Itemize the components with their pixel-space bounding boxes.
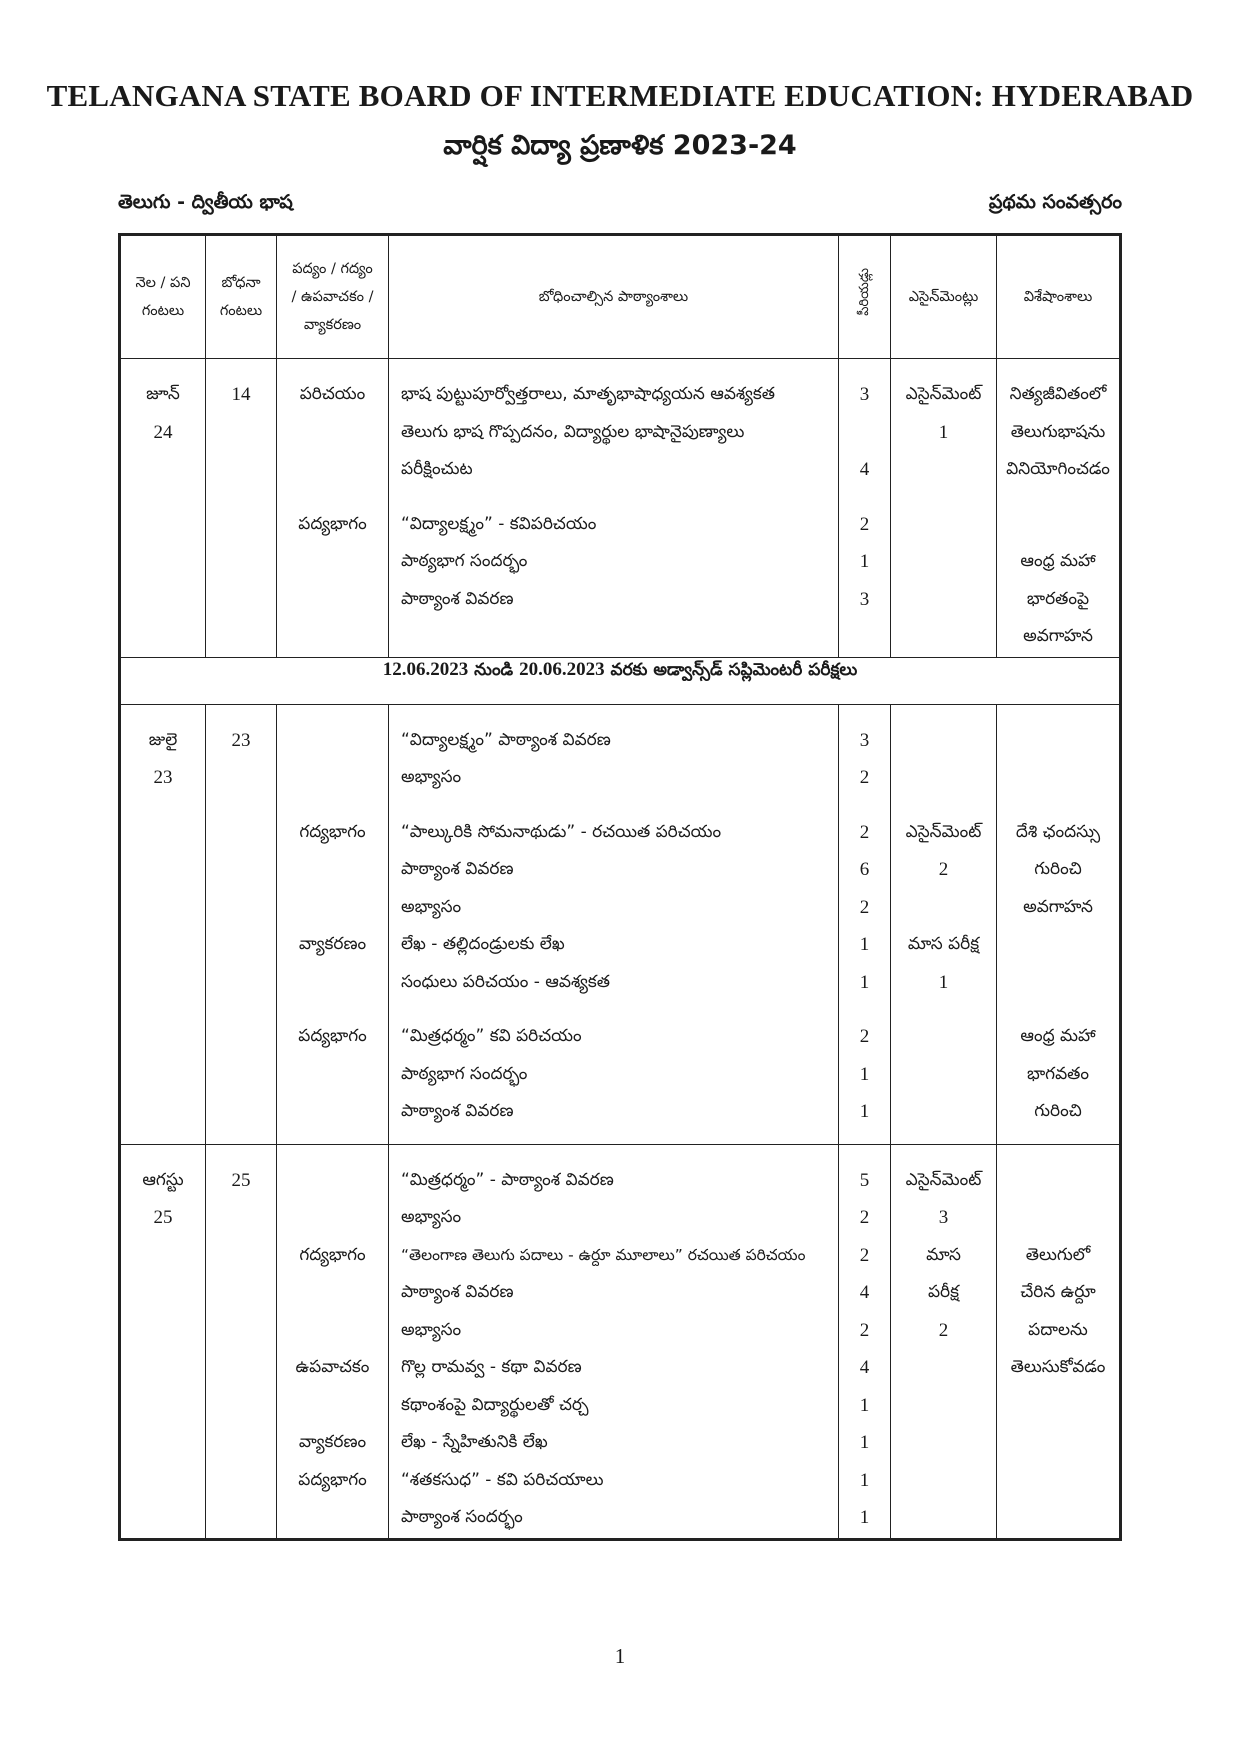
periods-cell: 5 2 2 4 2 4 1 1 1 1 bbox=[839, 1144, 891, 1539]
header-periods: పీరియడ్లు bbox=[839, 235, 891, 359]
header-assignments: ఎసైన్‌మెంట్లు bbox=[891, 235, 997, 359]
special-cell: తెలుగులో చేరిన ఉర్దూ పదాలను తెలుసుకోవడం bbox=[997, 1144, 1121, 1539]
header-row bbox=[120, 235, 1121, 359]
category-cell: పరిచయం పద్యభాగం bbox=[277, 359, 389, 658]
topics-cell: భాష పుట్టుపూర్వోత్తరాలు, మాతృభాషాధ్యయన ఆవశ్యకత తెలుగు భాష గొప్పదనం, విద్యార్థుల భాషానైపుణ్యాలు పరీక్షించుట “విద్యాలక్ష్మం” - కవిపరిచయం పాఠ్యభాగ సందర్భం పాఠ్యాంశ వివరణ bbox=[389, 359, 839, 658]
header-month: నెల / పని గంటలు bbox=[120, 235, 206, 359]
category-cell: గద్యభాగం ఉపవాచకం వ్యాకరణం పద్యభాగం bbox=[277, 1144, 389, 1539]
topics-cell: “మిత్రధర్మం” - పాఠ్యాంశ వివరణ అభ్యాసం “తెలంగాణ తెలుగు పదాలు - ఉర్దూ మూలాలు” రచయిత పరిచయం పాఠ్యాంశ వివరణ అభ్యాసం గొల్ల రామవ్వ - కథా వివరణ కథాంశంపై విద్యార్థులతో చర్చ లేఖ - స్నేహితునికి లేఖ “శతకసుధ” - కవి పరిచయాలు పాఠ్యాంశ సందర్భం bbox=[389, 1144, 839, 1539]
year-label: ప్రథమ సంవత్సరం bbox=[988, 191, 1122, 213]
exam-note: 12.06.2023 నుండి 20.06.2023 వరకు అడ్వాన్స్‌డ్ సప్లిమెంటరీ పరీక్షలు bbox=[120, 657, 1121, 704]
header-category: పద్యం / గద్యం / ఉపవాచకం / వ్యాకరణం bbox=[277, 235, 389, 359]
annual-plan-table bbox=[118, 233, 1122, 1541]
header-special: విశేషాంశాలు bbox=[997, 235, 1121, 359]
subject-label: తెలుగు - ద్వితీయ భాష bbox=[118, 191, 293, 213]
plan-subtitle: వార్షిక విద్యా ప్రణాళిక 2023-24 bbox=[443, 130, 797, 161]
table-row-june bbox=[120, 359, 1121, 658]
header-topics: బోధించాల్సిన పాఠ్యాంశాలు bbox=[389, 235, 839, 359]
teaching-hours-cell: 23 bbox=[206, 704, 277, 1144]
assignments-cell: ఎసైన్‌మెంట్ 1 bbox=[891, 359, 997, 658]
teaching-hours-cell: 14 bbox=[206, 359, 277, 658]
table-row-august bbox=[120, 1144, 1121, 1539]
periods-cell: 3 4 2 1 3 bbox=[839, 359, 891, 658]
special-cell: దేశి ఛందస్సు గురించి అవగాహన ఆంధ్ర మహా భాగవతం గురించి bbox=[997, 704, 1121, 1144]
periods-cell: 3 2 2 6 2 1 1 2 1 1 bbox=[839, 704, 891, 1144]
teaching-hours-cell: 25 bbox=[206, 1144, 277, 1539]
table-row-july bbox=[120, 704, 1121, 1144]
board-title: TELANGANA STATE BOARD OF INTERMEDIATE EDUCATION: HYDERABAD bbox=[46, 78, 1194, 113]
page-number: 1 bbox=[614, 1644, 626, 1668]
month-cell: జులై 23 bbox=[120, 704, 206, 1144]
assignments-cell: ఎసైన్‌మెంట్ 2 మాస పరీక్ష 1 bbox=[891, 704, 997, 1144]
month-cell: ఆగస్టు 25 bbox=[120, 1144, 206, 1539]
header-teaching-hours: బోధనా గంటలు bbox=[206, 235, 277, 359]
category-cell: గద్యభాగం వ్యాకరణం పద్యభాగం bbox=[277, 704, 389, 1144]
month-cell: జూన్ 24 bbox=[120, 359, 206, 658]
special-cell: నిత్యజీవితంలో తెలుగుభాషను వినియోగించడం ఆంధ్ర మహా భారతంపై అవగాహన bbox=[997, 359, 1121, 658]
assignments-cell: ఎసైన్‌మెంట్ 3 మాస పరీక్ష 2 bbox=[891, 1144, 997, 1539]
exam-note-row bbox=[120, 657, 1121, 704]
topics-cell: “విద్యాలక్ష్మం” పాఠ్యాంశ వివరణ అభ్యాసం “పాల్కురికి సోమనాథుడు” - రచయిత పరిచయం పాఠ్యాంశ వివరణ అభ్యాసం లేఖ - తల్లిదండ్రులకు లేఖ సంధులు పరిచయం - ఆవశ్యకత “మిత్రధర్మం” కవి పరిచయం పాఠ్యభాగ సందర్భం పాఠ్యాంశ వివరణ bbox=[389, 704, 839, 1144]
